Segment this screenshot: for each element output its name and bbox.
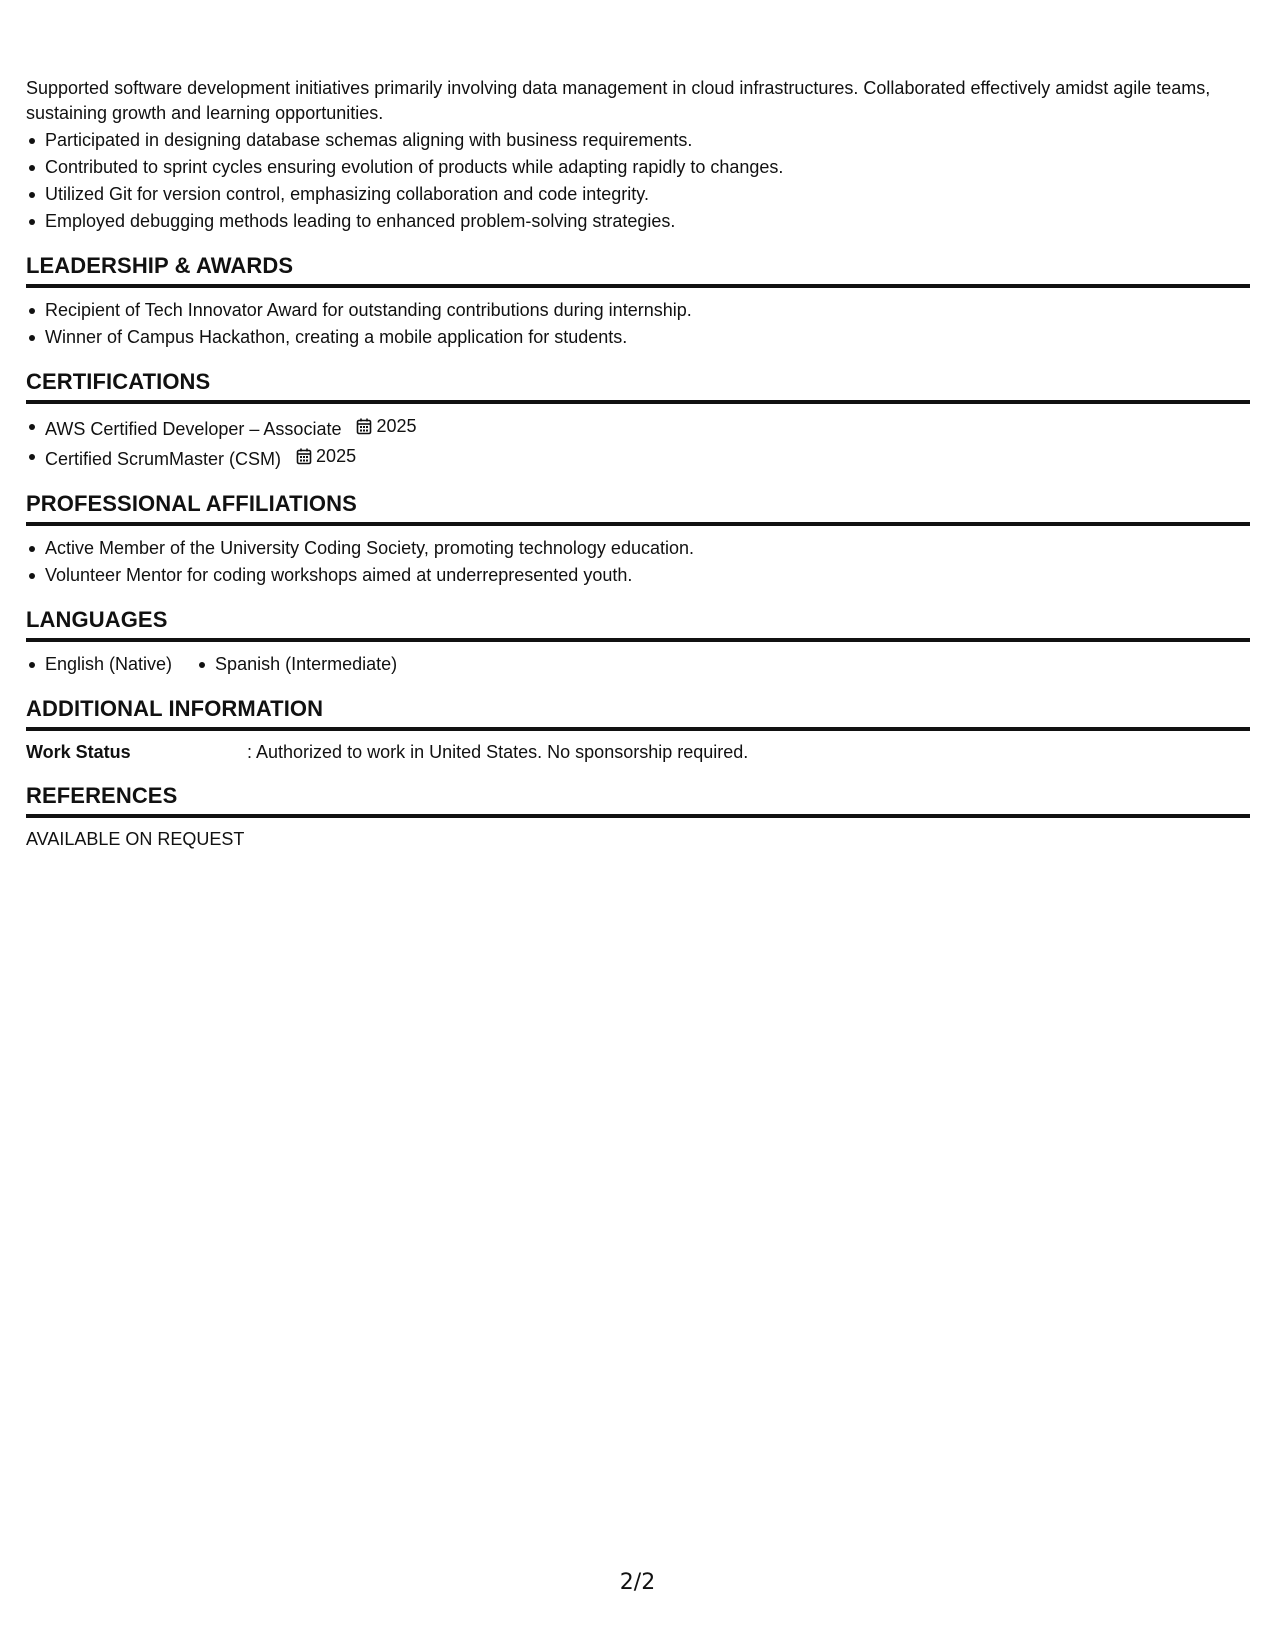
- language-item: Spanish (Intermediate): [196, 651, 397, 678]
- list-item: [26, 413, 1250, 443]
- language-item: English (Native): [26, 651, 172, 678]
- section-title-affiliations: PROFESSIONAL AFFILIATIONS: [26, 490, 1250, 526]
- calendar-icon: [296, 448, 312, 465]
- certification-year: 2025: [316, 446, 357, 466]
- list-item: Winner of Campus Hackathon, creating a mobile application for students.: [26, 324, 1250, 351]
- certification-name: Certified ScrumMaster (CSM): [45, 449, 282, 469]
- certification-name: AWS Certified Developer – Associate: [45, 419, 342, 439]
- certification-date: [296, 443, 356, 470]
- calendar-icon: [356, 418, 372, 435]
- list-item: Employed debugging methods leading to enhanced problem-solving strategies.: [26, 208, 1250, 235]
- section-title-leadership: LEADERSHIP & AWARDS: [26, 252, 1250, 288]
- section-title-references: REFERENCES: [26, 782, 1250, 818]
- certification-date: [356, 413, 416, 440]
- list-item: Contributed to sprint cycles ensuring evolution of products while adapting rapidly to changes.: [26, 154, 1250, 181]
- resume-page: [26, 76, 1250, 852]
- references-text: AVAILABLE ON REQUEST: [26, 829, 245, 849]
- section-title-additional-information: ADDITIONAL INFORMATION: [26, 695, 1250, 731]
- section-title-languages: LANGUAGES: [26, 606, 1250, 642]
- list-item: Volunteer Mentor for coding workshops aimed at underrepresented youth.: [26, 562, 1250, 589]
- experience-summary: Supported software development initiatives primarily involving data management in cloud infrastructures. Collaborated effectively amidst agile teams, sustaining growth and learning opportunities.: [26, 78, 1211, 123]
- certification-year: 2025: [376, 416, 417, 436]
- work-status-value: : Authorized to work in United States. No sponsorship required.: [247, 742, 749, 762]
- work-status-label: Work Status: [26, 742, 131, 762]
- languages-list: [26, 651, 1250, 678]
- list-item: Active Member of the University Coding Society, promoting technology education.: [26, 535, 1250, 562]
- page-number: 2/2: [619, 1570, 656, 1595]
- section-title-certifications: CERTIFICATIONS: [26, 368, 1250, 404]
- list-item: Recipient of Tech Innovator Award for outstanding contributions during internship.: [26, 297, 1250, 324]
- affiliations-list: [26, 535, 1250, 589]
- list-item: [26, 443, 1250, 473]
- leadership-list: [26, 297, 1250, 351]
- list-item: Participated in designing database schemas aligning with business requirements.: [26, 127, 1250, 154]
- list-item: Utilized Git for version control, emphasizing collaboration and code integrity.: [26, 181, 1250, 208]
- certifications-list: [26, 413, 1250, 473]
- experience-bullet-list: [26, 127, 1250, 235]
- work-status-row: [26, 740, 1250, 765]
